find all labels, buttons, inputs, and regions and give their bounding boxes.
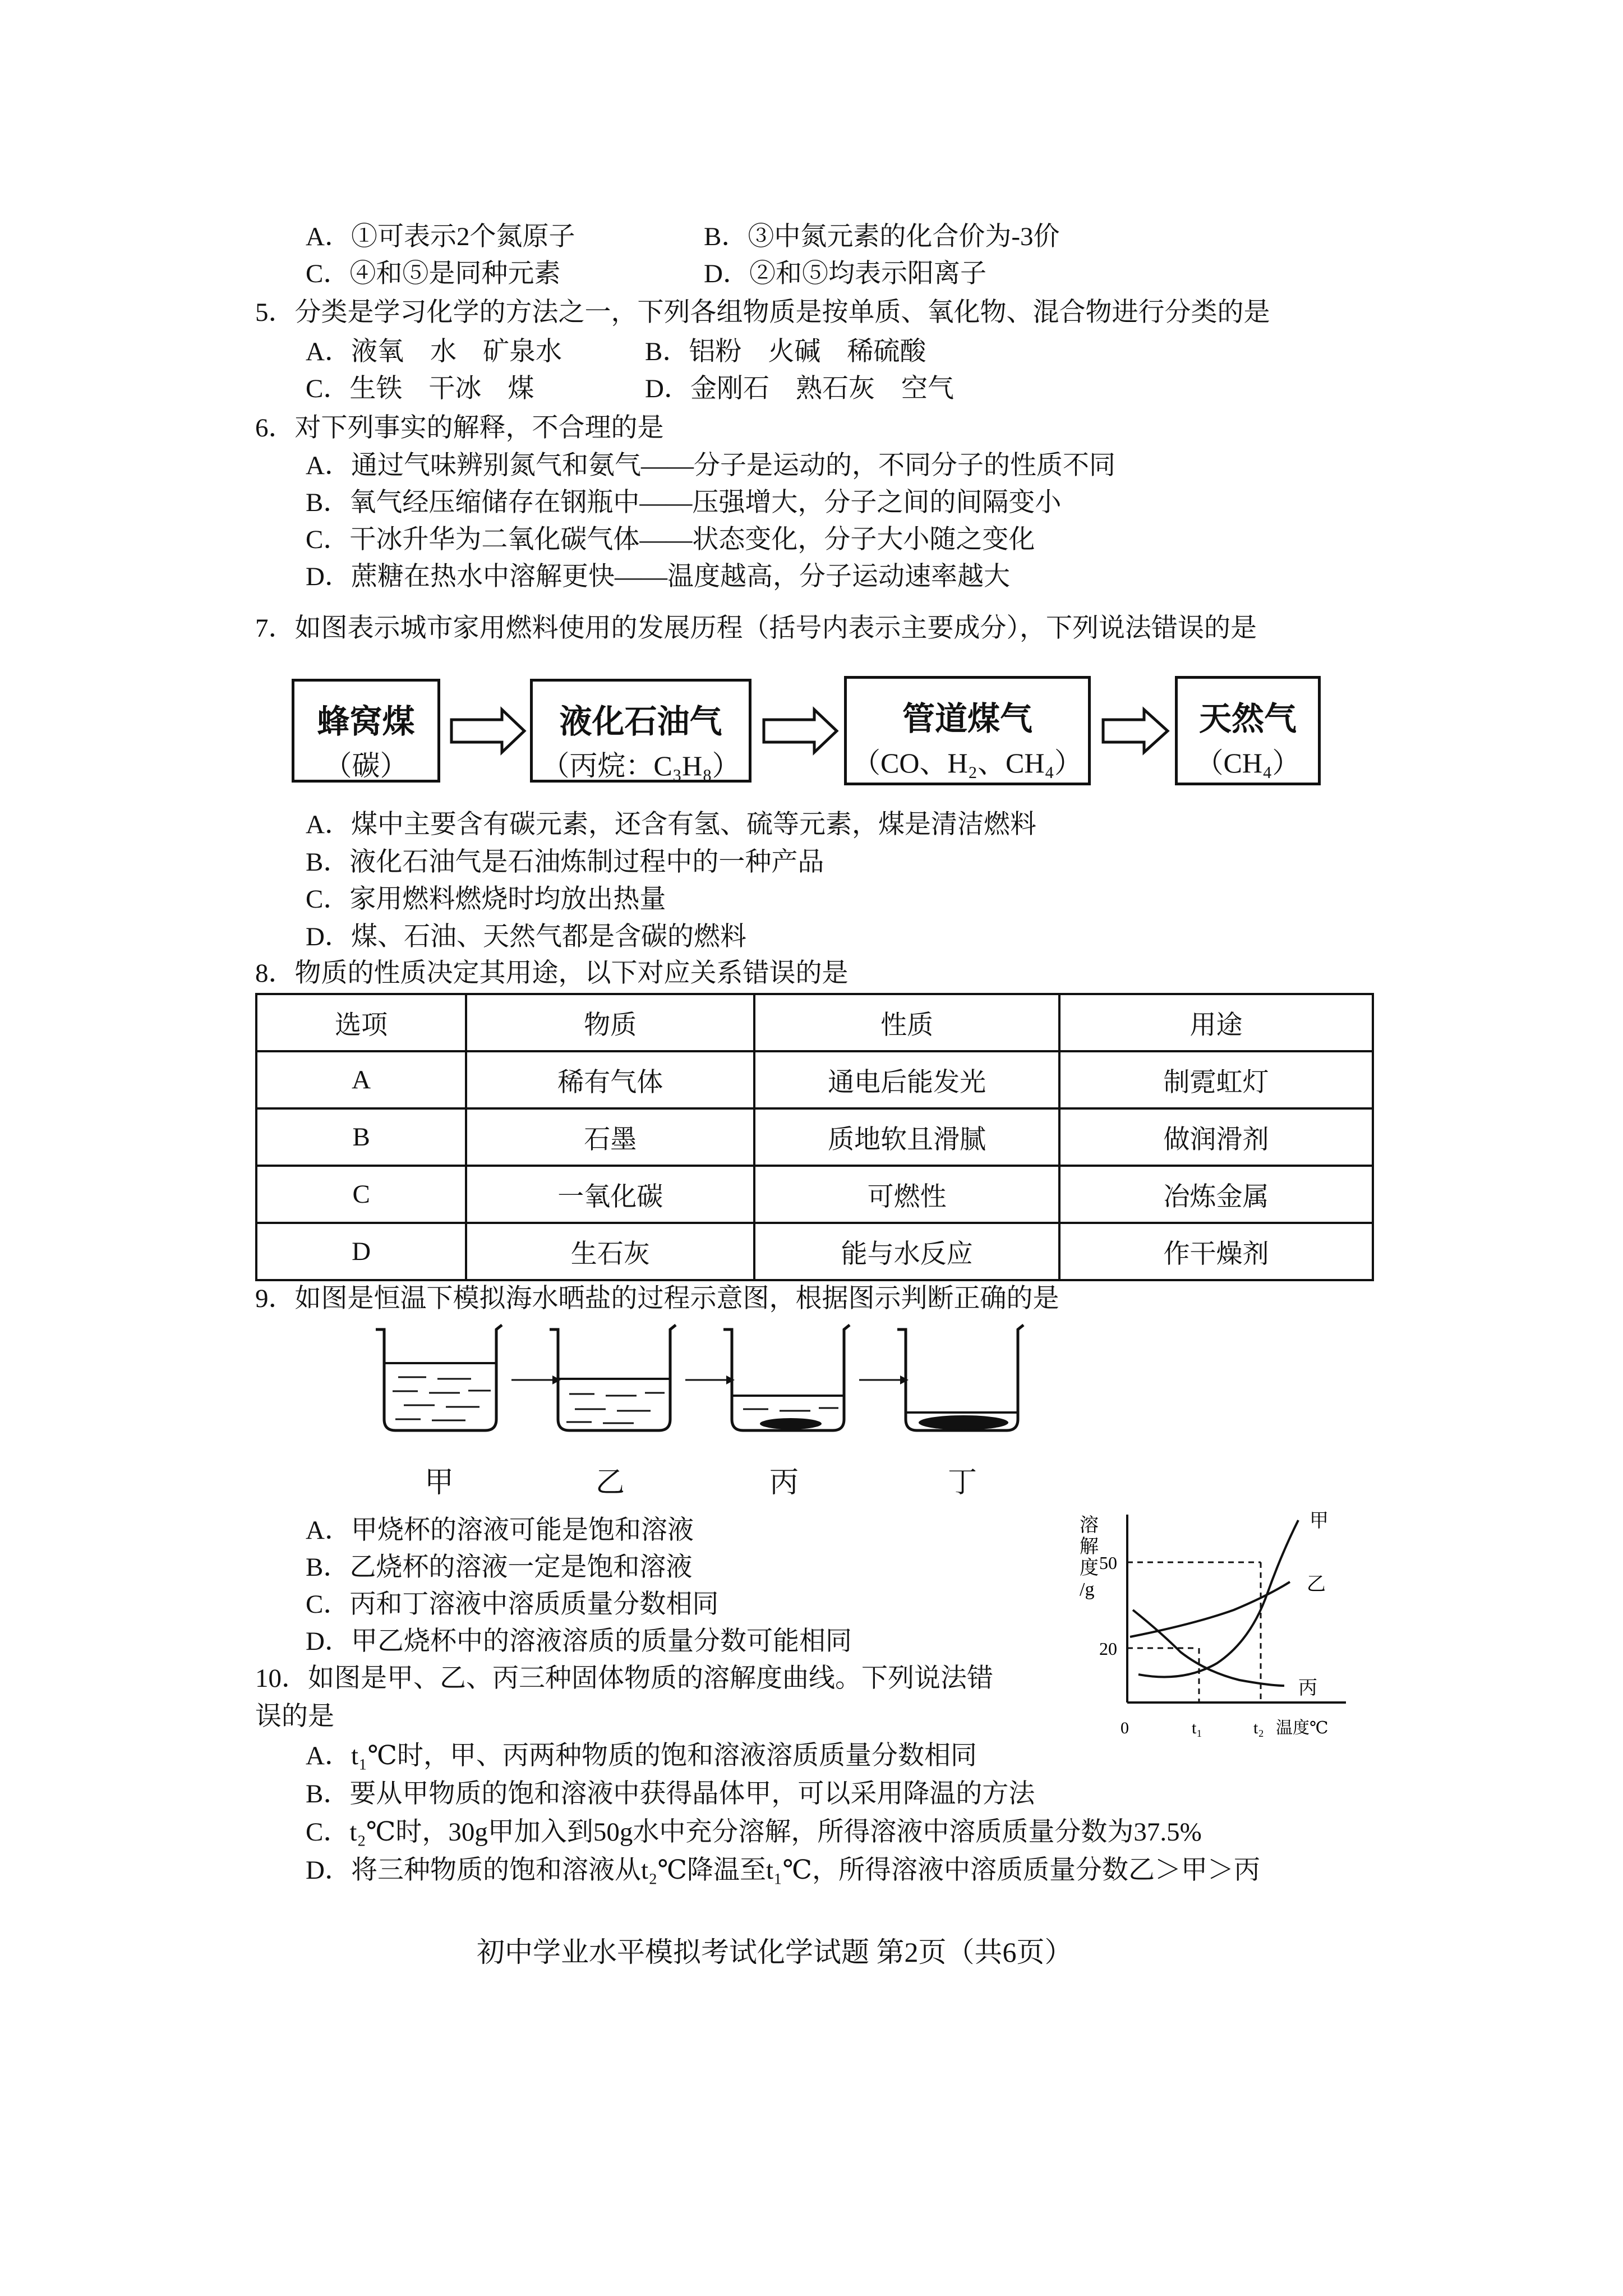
beaker-label-jia: 甲 — [425, 1467, 454, 1499]
beaker-label-bing: 丙 — [769, 1467, 799, 1499]
q6-option-b: B．氧气经压缩储存在钢瓶中——压强增大，分子之间的间隔变小 — [306, 488, 1062, 517]
ylabel-2: 解 — [1080, 1536, 1099, 1557]
beaker-label-ding: 丁 — [948, 1467, 978, 1499]
tick-20: 20 — [1099, 1639, 1117, 1659]
q5-option-c: C．生铁 干冰 煤 — [306, 374, 534, 403]
table-header: 性质 — [754, 994, 1059, 1051]
table-cell: A — [256, 1051, 466, 1108]
fuel-name: 液化石油气 — [559, 703, 722, 740]
q5-option-d: D．金刚石 熟石灰 空气 — [645, 374, 954, 403]
fuel-composition: （丙烷：C₃H₈） — [541, 750, 740, 781]
fuel-composition: （碳） — [324, 750, 408, 781]
ylabel-1: 溶 — [1080, 1515, 1099, 1536]
table-cell: D — [256, 1223, 466, 1280]
fuel-name: 管道煤气 — [902, 701, 1032, 737]
ylabel-4: /g — [1080, 1579, 1095, 1600]
table-cell: 可燃性 — [754, 1166, 1059, 1223]
q6-option-d: D．蔗糖在热水中溶解更快——温度越高，分子运动速率越大 — [306, 562, 1010, 591]
fuel-name: 天然气 — [1198, 701, 1297, 737]
q9-stem: 9．如图是恒温下模拟海水晒盐的过程示意图，根据图示判断正确的是 — [255, 1284, 1059, 1313]
table-row — [256, 1223, 1373, 1280]
page-footer: 初中学业水平模拟考试化学试题 第2页（共6页） — [477, 1936, 1073, 1968]
table-cell: 一氧化碳 — [466, 1166, 754, 1223]
table-cell: 质地软且滑腻 — [754, 1108, 1059, 1166]
hollow-arrow-icon — [764, 710, 837, 752]
q7-option-b: B．液化石油气是石油炼制过程中的一种产品 — [306, 848, 824, 877]
beaker-label-yi: 乙 — [596, 1467, 625, 1499]
table-header: 物质 — [466, 994, 754, 1051]
table-cell: 生石灰 — [466, 1223, 754, 1280]
q7-option-a: A．煤中主要含有碳元素，还含有氢、硫等元素，煤是清洁燃料 — [306, 810, 1036, 839]
q9-option-b: B．乙烧杯的溶液一定是饱和溶液 — [306, 1553, 693, 1582]
q8-stem: 8．物质的性质决定其用途，以下对应关系错误的是 — [255, 959, 849, 988]
t2-label: t₂ — [1253, 1719, 1264, 1737]
fuel-composition: （CO、H₂、CH₄） — [852, 747, 1082, 779]
q9-option-d: D．甲乙烧杯中的溶液溶质的质量分数可能相同 — [306, 1627, 852, 1656]
beaker-icon — [376, 1325, 502, 1430]
table-cell: 做润滑剂 — [1059, 1108, 1373, 1166]
hollow-arrow-icon — [451, 710, 524, 752]
q5-stem: 5．分类是学习化学的方法之一，下列各组物质是按单质、氧化物、混合物进行分类的是 — [255, 298, 1270, 327]
table-cell: 能与水反应 — [754, 1223, 1059, 1280]
curve-jia — [1138, 1520, 1298, 1677]
curve-label-yi: 乙 — [1307, 1574, 1326, 1595]
table-header-row — [256, 994, 1373, 1051]
q10-option-d: D．将三种物质的饱和溶液从t₂℃降温至t₁℃，所得溶液中溶质质量分数乙＞甲＞丙 — [306, 1856, 1260, 1885]
q5-option-b: B．铝粉 火碱 稀硫酸 — [645, 337, 926, 366]
fuel-name: 蜂窝煤 — [317, 703, 415, 740]
tick-50: 50 — [1099, 1553, 1117, 1573]
q5-option-a: A．液氧 水 矿泉水 — [306, 337, 562, 366]
q6-option-c: C．干冰升华为二氧化碳气体——状态变化，分子大小随之变化 — [306, 525, 1035, 554]
flow-arrows — [0, 0, 1623, 841]
q4-option-d: D．②和⑤均表示阳离子 — [704, 259, 986, 288]
table-cell: C — [256, 1166, 466, 1223]
beaker-icon — [723, 1325, 850, 1430]
fuel-composition: （CH₄） — [1195, 747, 1301, 779]
table-cell: B — [256, 1108, 466, 1166]
q9-option-a: A．甲烧杯的溶液可能是饱和溶液 — [306, 1516, 694, 1545]
q6-stem: 6．对下列事实的解释，不合理的是 — [255, 413, 664, 443]
curve-label-jia: 甲 — [1310, 1511, 1329, 1531]
table-cell: 稀有气体 — [466, 1051, 754, 1108]
q9-option-c: C．丙和丁溶液中溶质质量分数相同 — [306, 1590, 719, 1619]
table-header: 用途 — [1059, 994, 1373, 1051]
table-cell: 冶炼金属 — [1059, 1166, 1373, 1223]
table-cell: 石墨 — [466, 1108, 754, 1166]
table-cell: 通电后能发光 — [754, 1051, 1059, 1108]
q10-option-b: B．要从甲物质的饱和溶液中获得晶体甲，可以采用降温的方法 — [306, 1779, 1035, 1809]
origin-label: 0 — [1121, 1719, 1129, 1737]
table-row — [256, 1166, 1373, 1223]
table-header: 选项 — [256, 994, 466, 1051]
t1-label: t₁ — [1192, 1719, 1202, 1737]
beaker-icon — [550, 1325, 676, 1430]
table-cell: 制霓虹灯 — [1059, 1051, 1373, 1108]
q10-stem-line2: 误的是 — [255, 1702, 334, 1731]
q10-option-c: C．t₂℃时，30g甲加入到50g水中充分溶解，所得溶液中溶质质量分数为37.5% — [306, 1818, 1202, 1847]
xlabel: 温度℃ — [1276, 1719, 1329, 1737]
beaker-icon — [897, 1325, 1023, 1430]
solubility-curve-graph — [1054, 1503, 1368, 1773]
table-cell: 作干燥剂 — [1059, 1223, 1373, 1280]
table-row — [256, 1051, 1373, 1108]
q7-option-d: D．煤、石油、天然气都是含碳的燃料 — [306, 922, 746, 951]
q10-stem-line1: 10．如图是甲、乙、丙三种固体物质的溶解度曲线。下列说法错 — [255, 1664, 993, 1693]
curve-label-bing: 丙 — [1298, 1678, 1317, 1699]
property-use-table — [255, 993, 1374, 1281]
q10-option-a: A．t₁℃时，甲、丙两种物质的饱和溶液溶质质量分数相同 — [306, 1741, 977, 1770]
ylabel-3: 度 — [1080, 1558, 1099, 1579]
q6-option-a: A．通过气味辨别氮气和氨气——分子是运动的，不同分子的性质不同 — [306, 451, 1115, 480]
q7-option-c: C．家用燃料燃烧时均放出热量 — [306, 885, 666, 914]
q4-option-b: B．③中氮元素的化合价为-3价 — [704, 222, 1060, 251]
q7-stem: 7．如图表示城市家用燃料使用的发展历程（括号内表示主要成分），下列说法错误的是 — [255, 614, 1257, 643]
table-row — [256, 1108, 1373, 1166]
hollow-arrow-icon — [1103, 710, 1168, 752]
q4-option-a: A．①可表示2个氮原子 — [306, 222, 575, 251]
q4-option-c: C．④和⑤是同种元素 — [306, 259, 561, 288]
